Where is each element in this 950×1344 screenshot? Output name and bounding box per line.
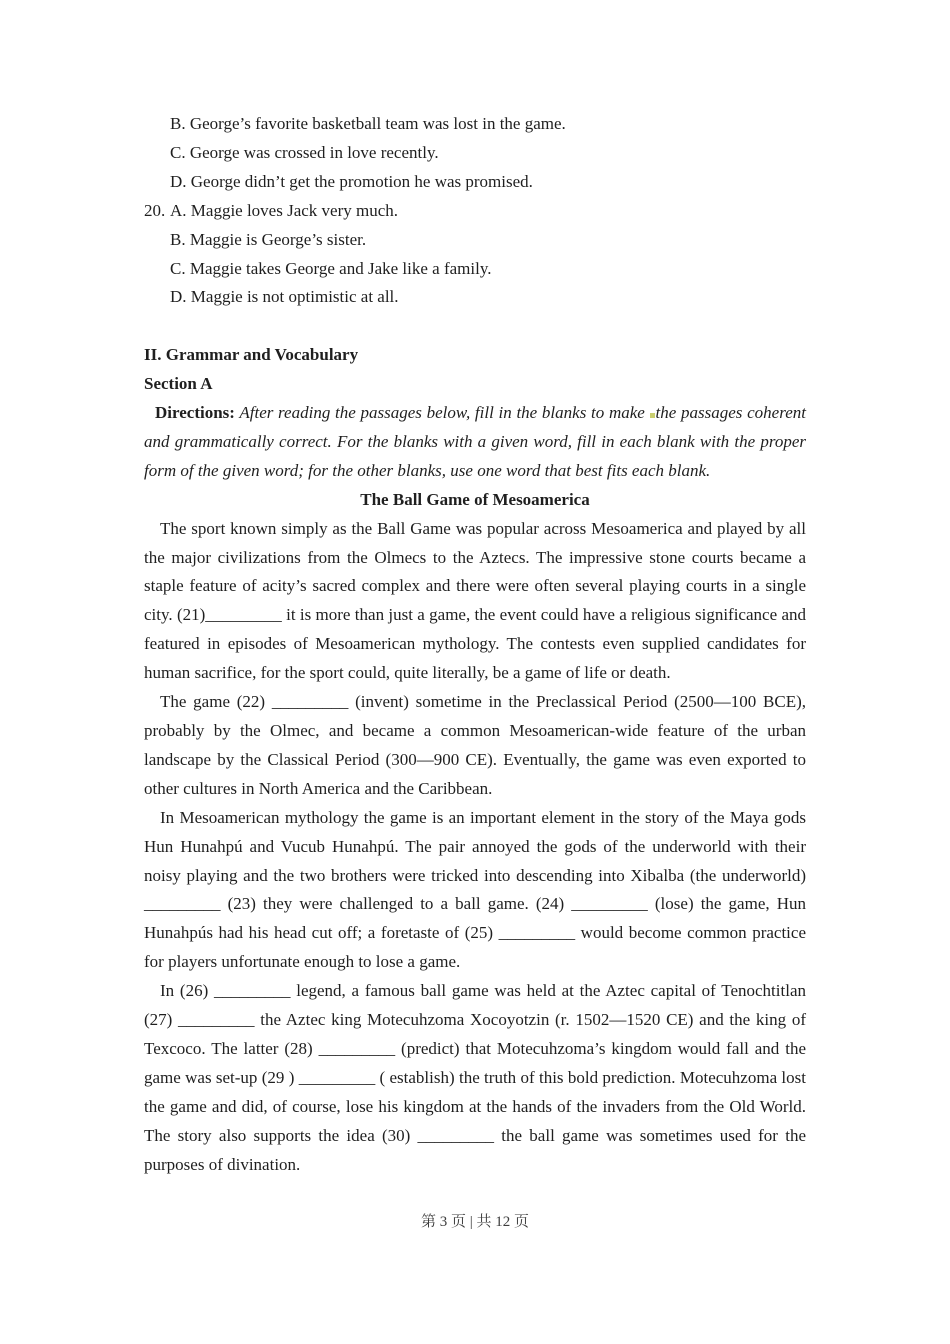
option-line [144,139,806,168]
option-text: D. Maggie is not optimistic at all. [170,287,399,307]
option-line [144,110,806,139]
option-line [144,226,806,255]
passage-paragraph-4: In (26) _________ legend, a famous ball game was held at the Aztec capital of Tenochtitlan (27) _________ the Aztec king Motecuhzoma Xocoyotzin (r. 1502—1520 CE) and the king of Texcoco. The latter (28) _________ (predict) that Motecuhzoma’s kingdom would fall and the game was set-up (29 ) _________ ( establish) the truth of this bold prediction. Motecuhzoma lost the game and did, of course, lose his kingdom at the hands of the invaders from the Old World. The story also supports the idea (30) _________ the ball game was sometimes used for the purposes of divination. [144,981,806,1174]
option-text: C. George was crossed in love recently. [170,142,439,162]
option-text: B. George’s favorite basketball team was lost in the game. [170,114,566,133]
page-content [144,0,806,1237]
question-number [144,139,170,168]
passage-title: The Ball Game of Mesoamerica [360,489,590,509]
option-text: D. George didn’t get the promotion he was promised. [170,171,533,191]
directions-paragraph [144,399,806,486]
subsection-heading: Section A [144,374,213,394]
directions-text [144,403,806,480]
question-number [144,255,170,284]
passage-paragraph-3: In Mesoamerican mythology the game is an important element in the story of the Maya gods Hun Hunahpú and Vucub Hunahpú. The pair annoyed the gods of the underworld with their noisy playing and the two brothers were tricked into descending into Xibalba (the underworld) _________ (23) they were challenged to a ball game. (24) _________ (lose) the game, Hun Hunahpús had his head cut off; a foretaste of (25) _________ would become common practice for players unfortunate enough to lose a game. [144,807,806,972]
passage-paragraph-2: The game (22) _________ (invent) sometime in the Preclassical Period (2500—100 BCE), probably by the Olmec, and became a common Mesoamerican-wide feature of the urban landscape by the Classical Period (300—900 CE). Eventually, the game was even exported to other cultures in North America and the Caribbean. [144,692,806,798]
directions-label: Directions: [155,403,235,423]
section-heading: II. Grammar and Vocabulary [144,345,359,365]
question-number [144,283,170,312]
question-number: 20. [144,200,166,220]
question-number [144,168,170,197]
directions-text-part2: the passages coherent and grammatically correct. For the blanks with a given word, fill in each blank with the proper form of the given word; for the other blanks, use one word that best fits each blank. [144,403,806,480]
option-text: A. Maggie loves Jack very much. [170,200,399,220]
passage-paragraph-1: The sport known simply as the Ball Game was popular across Mesoamerica and played by all the major civilizations from the Olmecs to the Aztecs. The impressive stone courts became a staple feature of acity’s sacred complex and there were often several playing courts in a single city. (21)_________ it is more than just a game, the event could have a religious significance and featured in episodes of Mesoamerican mythology. The contests even supplied candidates for human sacrifice, for the sport could, quite literally, be a game of life or death. [144,518,806,683]
directions-text-part1: After reading the passages below, fill in the blanks to make [239,403,650,423]
option-line [144,255,806,284]
question-number [144,226,170,255]
option-text: B. Maggie is George’s sister. [170,229,367,249]
listening-options [144,110,806,312]
page-footer: 第 3 页 | 共 12 页 [420,1213,529,1230]
option-line [144,197,806,226]
option-line [144,283,806,312]
option-text: C. Maggie takes George and Jake like a family. [170,258,492,278]
option-line [144,168,806,197]
scan-artifact-dot [650,413,655,418]
question-number [144,110,170,139]
